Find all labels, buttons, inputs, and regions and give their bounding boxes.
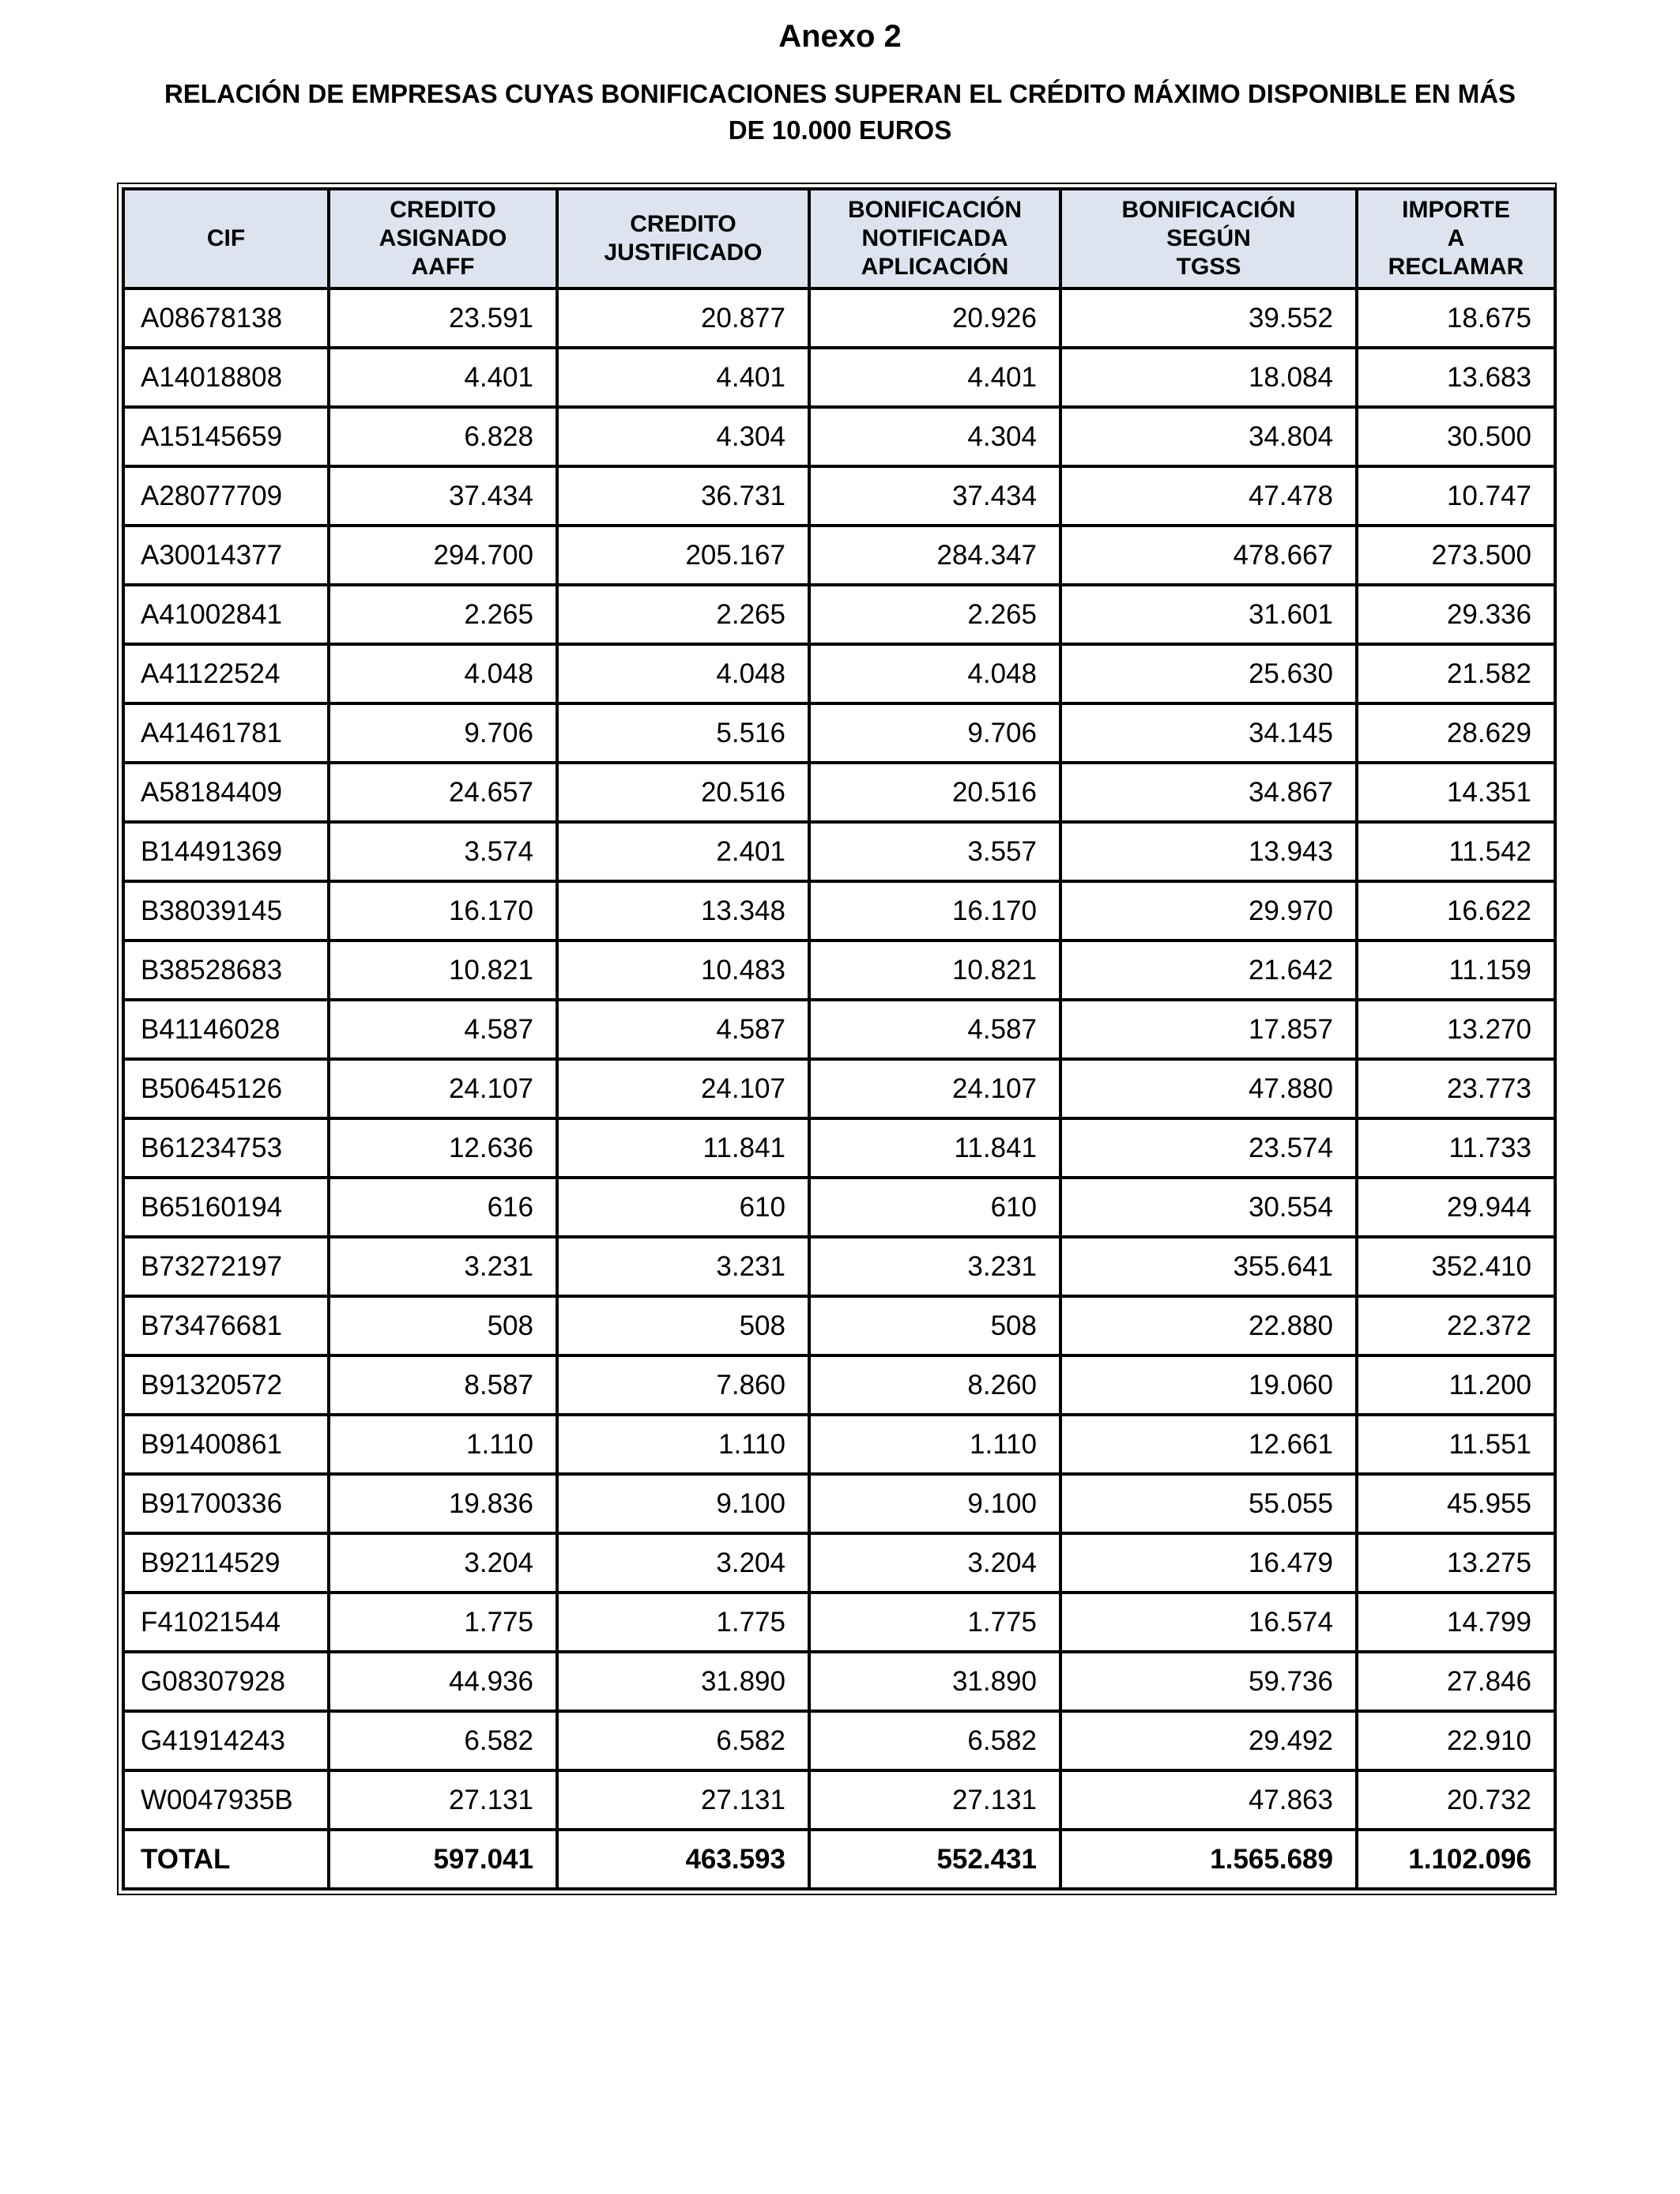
cell-bonificacion-notificada: 27.131 (809, 1770, 1060, 1830)
companies-table-frame (117, 183, 1557, 1895)
cell-credito-justificado: 610 (557, 1178, 809, 1237)
cell-bonificacion-tgss: 12.661 (1060, 1415, 1357, 1474)
cell-bonificacion-tgss: 16.574 (1060, 1593, 1357, 1652)
cell-importe-reclamar: 273.500 (1357, 526, 1555, 585)
cell-bonificacion-notificada: 20.926 (809, 288, 1060, 348)
column-header-line: IMPORTE (1402, 197, 1510, 223)
cell-cif: B41146028 (123, 1000, 329, 1059)
cell-importe-reclamar: 28.629 (1357, 703, 1555, 763)
table-body (123, 288, 1555, 1889)
cell-cif: B38528683 (123, 941, 329, 1000)
cell-credito-justificado: 1.775 (557, 1593, 809, 1652)
cell-bonificacion-tgss: 34.867 (1060, 763, 1357, 822)
cell-bonificacion-notificada: 16.170 (809, 881, 1060, 941)
table-row (123, 1118, 1555, 1178)
column-header-line: TGSS (1176, 254, 1241, 280)
cell-credito-justificado: 4.587 (557, 1000, 809, 1059)
cell-cif: G08307928 (123, 1652, 329, 1711)
cell-credito-asignado: 9.706 (329, 703, 557, 763)
cell-importe-reclamar: 18.675 (1357, 288, 1555, 348)
table-row (123, 585, 1555, 644)
cell-bonificacion-notificada: 37.434 (809, 466, 1060, 526)
cell-bonificacion-notificada: 2.265 (809, 585, 1060, 644)
cell-credito-asignado: 1.775 (329, 1593, 557, 1652)
column-header-line: AAFF (411, 254, 475, 280)
total-cell-credito-justificado: 463.593 (557, 1830, 809, 1889)
table-header-row (123, 189, 1555, 288)
cell-importe-reclamar: 29.944 (1357, 1178, 1555, 1237)
cell-importe-reclamar: 11.542 (1357, 822, 1555, 881)
cell-bonificacion-tgss: 23.574 (1060, 1118, 1357, 1178)
cell-credito-justificado: 205.167 (557, 526, 809, 585)
cell-cif: B91700336 (123, 1474, 329, 1533)
column-header-cif (123, 189, 329, 288)
cell-cif: A30014377 (123, 526, 329, 585)
companies-table (122, 187, 1557, 1891)
cell-importe-reclamar: 30.500 (1357, 407, 1555, 466)
cell-credito-justificado: 10.483 (557, 941, 809, 1000)
table-row (123, 941, 1555, 1000)
cell-cif: B73272197 (123, 1237, 329, 1296)
cell-credito-asignado: 6.582 (329, 1711, 557, 1770)
cell-credito-justificado: 13.348 (557, 881, 809, 941)
cell-bonificacion-notificada: 284.347 (809, 526, 1060, 585)
total-cell-bonificacion-notificada: 552.431 (809, 1830, 1060, 1889)
cell-bonificacion-tgss: 25.630 (1060, 644, 1357, 703)
cell-credito-justificado: 9.100 (557, 1474, 809, 1533)
cell-importe-reclamar: 20.732 (1357, 1770, 1555, 1830)
column-header-line: ASIGNADO (379, 225, 507, 251)
cell-importe-reclamar: 27.846 (1357, 1652, 1555, 1711)
cell-credito-asignado: 23.591 (329, 288, 557, 348)
table-row (123, 1474, 1555, 1533)
cell-credito-asignado: 616 (329, 1178, 557, 1237)
cell-credito-asignado: 37.434 (329, 466, 557, 526)
cell-credito-asignado: 19.836 (329, 1474, 557, 1533)
table-row (123, 1415, 1555, 1474)
cell-bonificacion-notificada: 31.890 (809, 1652, 1060, 1711)
cell-bonificacion-tgss: 29.970 (1060, 881, 1357, 941)
column-header-credito-justificado (557, 189, 809, 288)
cell-importe-reclamar: 13.683 (1357, 348, 1555, 407)
cell-credito-asignado: 12.636 (329, 1118, 557, 1178)
table-row (123, 881, 1555, 941)
cell-importe-reclamar: 29.336 (1357, 585, 1555, 644)
cell-cif: G41914243 (123, 1711, 329, 1770)
cell-bonificacion-notificada: 508 (809, 1296, 1060, 1355)
table-row (123, 1593, 1555, 1652)
cell-importe-reclamar: 23.773 (1357, 1059, 1555, 1118)
cell-importe-reclamar: 11.551 (1357, 1415, 1555, 1474)
cell-credito-justificado: 24.107 (557, 1059, 809, 1118)
cell-importe-reclamar: 45.955 (1357, 1474, 1555, 1533)
cell-credito-justificado: 5.516 (557, 703, 809, 763)
column-header-line: NOTIFICADA (861, 225, 1008, 251)
cell-cif: B73476681 (123, 1296, 329, 1355)
cell-bonificacion-notificada: 1.775 (809, 1593, 1060, 1652)
cell-credito-asignado: 3.204 (329, 1533, 557, 1593)
cell-cif: F41021544 (123, 1593, 329, 1652)
cell-bonificacion-notificada: 10.821 (809, 941, 1060, 1000)
cell-bonificacion-tgss: 39.552 (1060, 288, 1357, 348)
cell-importe-reclamar: 11.159 (1357, 941, 1555, 1000)
cell-importe-reclamar: 13.275 (1357, 1533, 1555, 1593)
cell-cif: B91400861 (123, 1415, 329, 1474)
cell-bonificacion-tgss: 34.145 (1060, 703, 1357, 763)
total-cell-credito-asignado: 597.041 (329, 1830, 557, 1889)
cell-bonificacion-tgss: 47.880 (1060, 1059, 1357, 1118)
cell-bonificacion-notificada: 6.582 (809, 1711, 1060, 1770)
cell-importe-reclamar: 14.799 (1357, 1593, 1555, 1652)
cell-bonificacion-tgss: 17.857 (1060, 1000, 1357, 1059)
cell-cif: B65160194 (123, 1178, 329, 1237)
subtitle-line: RELACIÓN DE EMPRESAS CUYAS BONIFICACIONES SUPERAN EL CRÉDITO MÁXIMO DISPONIBLE EN MÁS (164, 79, 1516, 108)
cell-bonificacion-tgss: 31.601 (1060, 585, 1357, 644)
table-row (123, 526, 1555, 585)
column-header-line: APLICACIÓN (861, 254, 1009, 280)
table-row (123, 644, 1555, 703)
cell-credito-justificado: 3.231 (557, 1237, 809, 1296)
cell-credito-asignado: 4.587 (329, 1000, 557, 1059)
total-cell-cif: TOTAL (123, 1830, 329, 1889)
table-row (123, 348, 1555, 407)
column-header-credito-asignado (329, 189, 557, 288)
cell-cif: B91320572 (123, 1355, 329, 1415)
cell-bonificacion-tgss: 59.736 (1060, 1652, 1357, 1711)
table-row (123, 1059, 1555, 1118)
table-row (123, 1178, 1555, 1237)
cell-bonificacion-tgss: 16.479 (1060, 1533, 1357, 1593)
cell-credito-asignado: 6.828 (329, 407, 557, 466)
table-row (123, 1711, 1555, 1770)
cell-credito-justificado: 4.304 (557, 407, 809, 466)
column-header-line: BONIFICACIÓN (1121, 197, 1296, 223)
cell-cif: W0047935B (123, 1770, 329, 1830)
cell-credito-asignado: 10.821 (329, 941, 557, 1000)
cell-bonificacion-tgss: 13.943 (1060, 822, 1357, 881)
cell-bonificacion-notificada: 3.204 (809, 1533, 1060, 1593)
cell-importe-reclamar: 13.270 (1357, 1000, 1555, 1059)
cell-cif: B92114529 (123, 1533, 329, 1593)
cell-credito-asignado: 24.107 (329, 1059, 557, 1118)
cell-bonificacion-notificada: 3.557 (809, 822, 1060, 881)
cell-bonificacion-tgss: 47.478 (1060, 466, 1357, 526)
cell-cif: B50645126 (123, 1059, 329, 1118)
table-row (123, 1533, 1555, 1593)
cell-credito-justificado: 2.401 (557, 822, 809, 881)
cell-importe-reclamar: 10.747 (1357, 466, 1555, 526)
cell-cif: B61234753 (123, 1118, 329, 1178)
cell-bonificacion-notificada: 20.516 (809, 763, 1060, 822)
column-header-importe-reclamar (1357, 189, 1555, 288)
cell-credito-justificado: 36.731 (557, 466, 809, 526)
column-header-line: RECLAMAR (1388, 254, 1524, 280)
cell-cif: A14018808 (123, 348, 329, 407)
column-header-line: CIF (206, 225, 246, 251)
cell-credito-asignado: 3.574 (329, 822, 557, 881)
cell-importe-reclamar: 16.622 (1357, 881, 1555, 941)
table-row (123, 1355, 1555, 1415)
table-row (123, 1237, 1555, 1296)
table-row (123, 288, 1555, 348)
cell-bonificacion-notificada: 8.260 (809, 1355, 1060, 1415)
cell-bonificacion-notificada: 9.100 (809, 1474, 1060, 1533)
cell-importe-reclamar: 14.351 (1357, 763, 1555, 822)
cell-credito-justificado: 11.841 (557, 1118, 809, 1178)
cell-bonificacion-notificada: 4.304 (809, 407, 1060, 466)
total-row (123, 1830, 1555, 1889)
table-row (123, 763, 1555, 822)
cell-bonificacion-notificada: 9.706 (809, 703, 1060, 763)
cell-bonificacion-notificada: 4.401 (809, 348, 1060, 407)
table-row (123, 466, 1555, 526)
page-subtitle (71, 76, 1609, 149)
cell-cif: A41002841 (123, 585, 329, 644)
cell-cif: A41122524 (123, 644, 329, 703)
column-header-bonificacion-notificada (809, 189, 1060, 288)
cell-bonificacion-tgss: 355.641 (1060, 1237, 1357, 1296)
page-title: Anexo 2 (778, 19, 902, 54)
column-header-line: JUSTIFICADO (604, 239, 763, 266)
cell-cif: A41461781 (123, 703, 329, 763)
cell-bonificacion-tgss: 29.492 (1060, 1711, 1357, 1770)
table-row (123, 822, 1555, 881)
cell-bonificacion-notificada: 3.231 (809, 1237, 1060, 1296)
cell-credito-justificado: 31.890 (557, 1652, 809, 1711)
cell-credito-asignado: 2.265 (329, 585, 557, 644)
column-header-line: SEGÚN (1166, 225, 1251, 251)
table-row (123, 1770, 1555, 1830)
cell-cif: A28077709 (123, 466, 329, 526)
cell-importe-reclamar: 22.910 (1357, 1711, 1555, 1770)
cell-credito-asignado: 1.110 (329, 1415, 557, 1474)
cell-credito-justificado: 27.131 (557, 1770, 809, 1830)
total-cell-importe-reclamar: 1.102.096 (1357, 1830, 1555, 1889)
cell-credito-asignado: 24.657 (329, 763, 557, 822)
cell-bonificacion-tgss: 47.863 (1060, 1770, 1357, 1830)
cell-bonificacion-notificada: 11.841 (809, 1118, 1060, 1178)
column-header-line: CREDITO (630, 211, 736, 237)
cell-cif: A58184409 (123, 763, 329, 822)
cell-bonificacion-notificada: 1.110 (809, 1415, 1060, 1474)
cell-cif: B14491369 (123, 822, 329, 881)
cell-credito-asignado: 294.700 (329, 526, 557, 585)
cell-importe-reclamar: 11.733 (1357, 1118, 1555, 1178)
cell-credito-justificado: 2.265 (557, 585, 809, 644)
cell-credito-justificado: 20.516 (557, 763, 809, 822)
column-header-line: BONIFICACIÓN (848, 197, 1022, 223)
cell-bonificacion-tgss: 19.060 (1060, 1355, 1357, 1415)
cell-credito-justificado: 7.860 (557, 1355, 809, 1415)
cell-credito-asignado: 4.401 (329, 348, 557, 407)
cell-bonificacion-tgss: 18.084 (1060, 348, 1357, 407)
cell-bonificacion-tgss: 34.804 (1060, 407, 1357, 466)
cell-bonificacion-notificada: 4.048 (809, 644, 1060, 703)
cell-credito-justificado: 4.401 (557, 348, 809, 407)
cell-bonificacion-tgss: 478.667 (1060, 526, 1357, 585)
cell-credito-asignado: 27.131 (329, 1770, 557, 1830)
cell-importe-reclamar: 21.582 (1357, 644, 1555, 703)
cell-importe-reclamar: 11.200 (1357, 1355, 1555, 1415)
cell-credito-justificado: 6.582 (557, 1711, 809, 1770)
cell-bonificacion-tgss: 22.880 (1060, 1296, 1357, 1355)
cell-credito-asignado: 4.048 (329, 644, 557, 703)
cell-credito-asignado: 508 (329, 1296, 557, 1355)
cell-credito-justificado: 4.048 (557, 644, 809, 703)
cell-bonificacion-tgss: 21.642 (1060, 941, 1357, 1000)
column-header-line: A (1447, 225, 1465, 251)
cell-credito-asignado: 16.170 (329, 881, 557, 941)
cell-credito-asignado: 3.231 (329, 1237, 557, 1296)
cell-bonificacion-tgss: 55.055 (1060, 1474, 1357, 1533)
table-row (123, 703, 1555, 763)
table-row (123, 1652, 1555, 1711)
table-row (123, 407, 1555, 466)
cell-credito-justificado: 508 (557, 1296, 809, 1355)
subtitle-line: DE 10.000 EUROS (728, 115, 952, 145)
cell-credito-asignado: 44.936 (329, 1652, 557, 1711)
total-cell-bonificacion-tgss: 1.565.689 (1060, 1830, 1357, 1889)
column-header-line: CREDITO (390, 197, 496, 223)
cell-importe-reclamar: 22.372 (1357, 1296, 1555, 1355)
cell-credito-asignado: 8.587 (329, 1355, 557, 1415)
table-row (123, 1000, 1555, 1059)
cell-credito-justificado: 20.877 (557, 288, 809, 348)
cell-credito-justificado: 3.204 (557, 1533, 809, 1593)
cell-credito-justificado: 1.110 (557, 1415, 809, 1474)
cell-importe-reclamar: 352.410 (1357, 1237, 1555, 1296)
cell-cif: A08678138 (123, 288, 329, 348)
cell-bonificacion-notificada: 610 (809, 1178, 1060, 1237)
cell-bonificacion-notificada: 24.107 (809, 1059, 1060, 1118)
table-row (123, 1296, 1555, 1355)
column-header-bonificacion-tgss (1060, 189, 1357, 288)
cell-cif: A15145659 (123, 407, 329, 466)
cell-bonificacion-tgss: 30.554 (1060, 1178, 1357, 1237)
cell-bonificacion-notificada: 4.587 (809, 1000, 1060, 1059)
cell-cif: B38039145 (123, 881, 329, 941)
